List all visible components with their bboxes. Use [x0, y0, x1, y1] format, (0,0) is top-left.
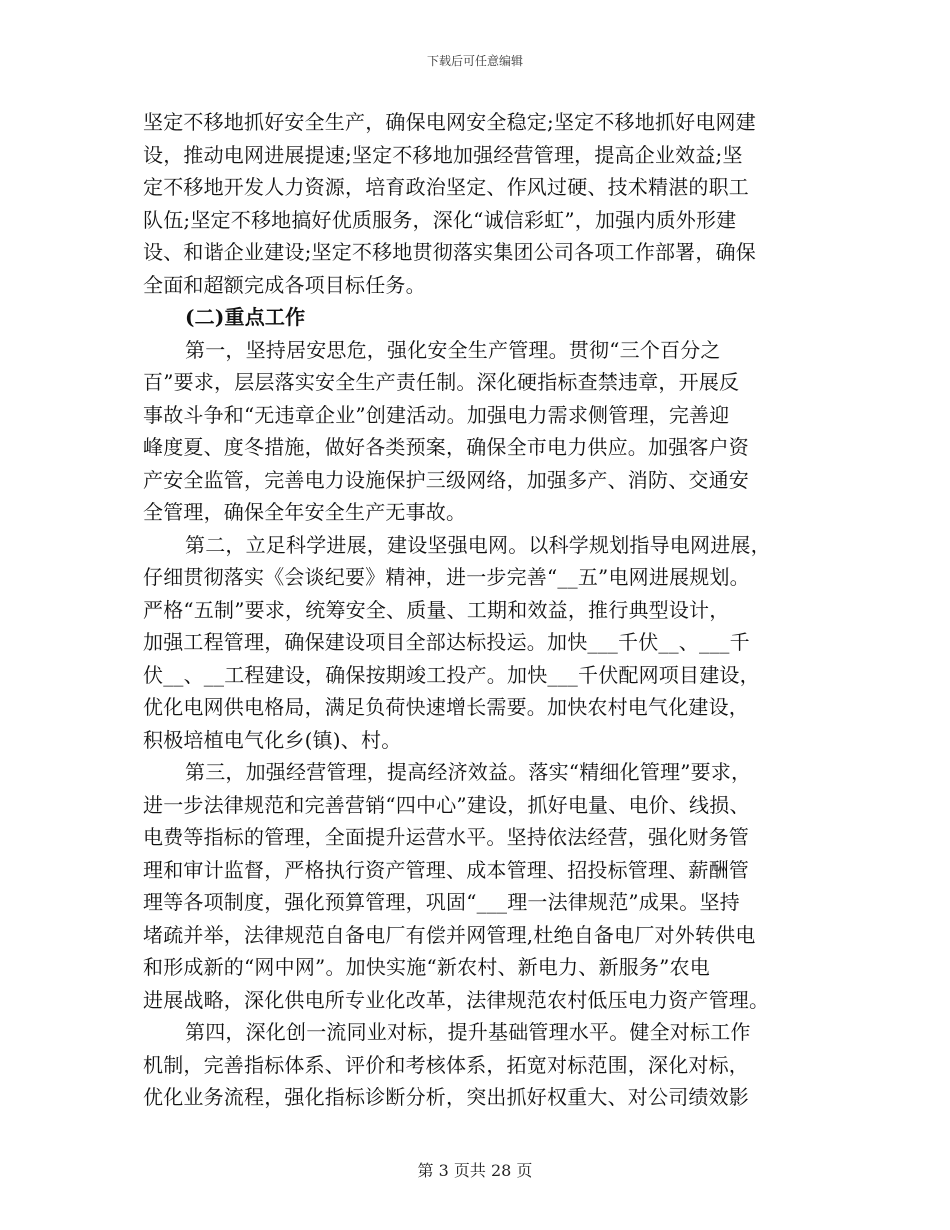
paragraph-line: 堵疏并举，法律规范自备电厂有偿并网管理,杜绝自备电厂对外转供电 [143, 922, 756, 947]
paragraph-line: 电费等指标的管理，全面提升运营水平。坚持依法经营，强化财务管 [143, 825, 749, 849]
paragraph-line: 设，推动电网进展提速;坚定不移地加强经营管理，提高企业效益;坚 [143, 142, 743, 167]
paragraph-line: 和形成新的“网中网”。加快实施“新农村、新电力、新服务”农电 [143, 955, 710, 979]
paragraph-line: 仔细贯彻落实《会谈纪要》精神，进一步完善“__五”电网进展规划。 [143, 565, 750, 589]
paragraph-line: 产安全监管，完善电力设施保护三级网络，加强多产、消防、交通安 [143, 467, 749, 492]
paragraph-line: 第三，加强经营管理，提高经济效益。落实“精细化管理”要求， [185, 760, 752, 784]
page-number: 第 3 页共 28 页 [417, 1161, 533, 1180]
paragraph-line: 理等各项制度，强化预算管理，巩固“___理一法律规范”成果。坚持 [143, 890, 740, 914]
paragraph-line: 进一步法律规范和完善营销“四中心”建设，抓好电量、电价、线损、 [143, 792, 750, 817]
paragraph-line: 全管理，确保全年安全生产无事故。 [143, 500, 467, 524]
paragraph-line: 加强工程管理，确保建设项目全部达标投运。加快___千伏__、___千 [143, 630, 750, 654]
section-heading: (二)重点工作 [185, 305, 306, 329]
paragraph-line: 定不移地开发人力资源，培育政治坚定、作风过硬、技术精湛的职工 [143, 175, 749, 199]
paragraph-line: 全面和超额完成各项目标任务。 [143, 272, 426, 297]
paragraph-line: 积极培植电气化乡(镇)、村。 [143, 727, 402, 752]
paragraph-line: 第二，立足科学进展，建设坚强电网。以科学规划指导电网进展， [185, 532, 771, 557]
paragraph-line: 优化业务流程，强化指标诊断分析，突出抓好权重大、对公司绩效影 [143, 1085, 749, 1109]
paragraph-line: 队伍;坚定不移地搞好优质服务，深化“诚信彩虹”，加强内质外形建 [143, 207, 737, 232]
paragraph-line: 理和审计监督，严格执行资产管理、成本管理、招投标管理、薪酬管 [143, 857, 749, 882]
paragraph-line: 设、和谐企业建设;坚定不移地贯彻落实集团公司各项工作部署，确保 [143, 240, 756, 264]
paragraph-line: 坚定不移地抓好安全生产，确保电网安全稳定;坚定不移地抓好电网建 [143, 110, 756, 134]
paragraph-line: 第四，深化创一流同业对标，提升基础管理水平。健全对标工作 [185, 1020, 751, 1044]
document-body [143, 106, 808, 1114]
paragraph-line: 百”要求，层层落实安全生产责任制。深化硬指标查禁违章，开展反 [143, 370, 740, 394]
page-header: 下载后可任意编辑 [426, 54, 523, 68]
paragraph-line: 伏__、__工程建设，确保按期竣工投产。加快___千伏配网项目建设， [143, 662, 760, 687]
paragraph-line: 事故斗争和“无违章企业”创建活动。加强电力需求侧管理，完善迎 [143, 402, 730, 427]
paragraph-line: 第一，坚持居安思危，强化安全生产管理。贯彻“三个百分之 [185, 337, 721, 362]
paragraph-line: 严格“五制”要求，统筹安全、质量、工期和效益，推行典型设计， [143, 597, 730, 622]
paragraph-line: 进展战略，深化供电所专业化改革，法律规范农村低压电力资产管理。 [143, 987, 770, 1012]
paragraph-line: 峰度夏、度冬措施，做好各类预案，确保全市电力供应。加强客户资 [143, 435, 749, 459]
paragraph-line: 机制，完善指标体系、评价和考核体系，拓宽对标范围，深化对标， [143, 1052, 749, 1077]
paragraph-line: 优化电网供电格局，满足负荷快速增长需要。加快农村电气化建设， [143, 695, 749, 719]
